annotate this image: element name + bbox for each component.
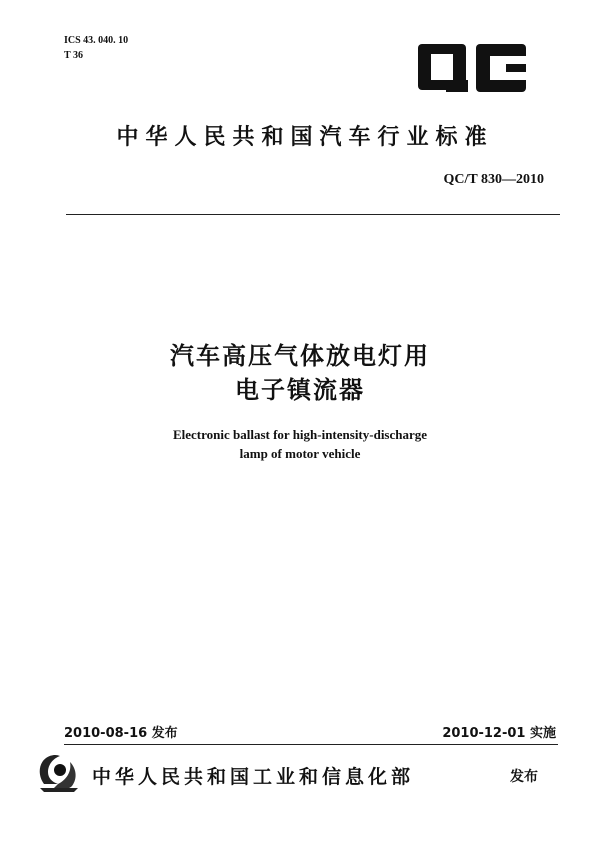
ics-codes bbox=[64, 33, 128, 63]
title-cn-line1: 汽车高压气体放电灯用 bbox=[170, 342, 430, 370]
publish-label: 发布 bbox=[510, 769, 538, 785]
implementation-date: 2010-12-01 实施 bbox=[442, 726, 556, 741]
footer-divider bbox=[64, 744, 558, 745]
qc-logo-graphic bbox=[418, 40, 530, 98]
qc-logo bbox=[418, 40, 530, 98]
standard-category: 中华人民共和国汽车行业标准 bbox=[116, 124, 494, 150]
standard-number: QC/T 830—2010 bbox=[443, 172, 544, 187]
title-en-line2: lamp of motor vehicle bbox=[239, 446, 361, 461]
issue-date: 2010-08-16 发布 bbox=[64, 726, 178, 741]
header-divider bbox=[66, 214, 560, 215]
classification-code: T 36 bbox=[64, 50, 83, 61]
title-en-line1: Electronic ballast for high-intensity-discharge bbox=[172, 427, 428, 442]
ics-number: ICS 43. 040. 10 bbox=[64, 35, 129, 46]
title-cn-line2: 电子镇流器 bbox=[235, 376, 365, 404]
publisher-name: 中华人民共和国工业和信息化部 bbox=[92, 766, 415, 788]
national-emblem-icon bbox=[34, 750, 82, 794]
